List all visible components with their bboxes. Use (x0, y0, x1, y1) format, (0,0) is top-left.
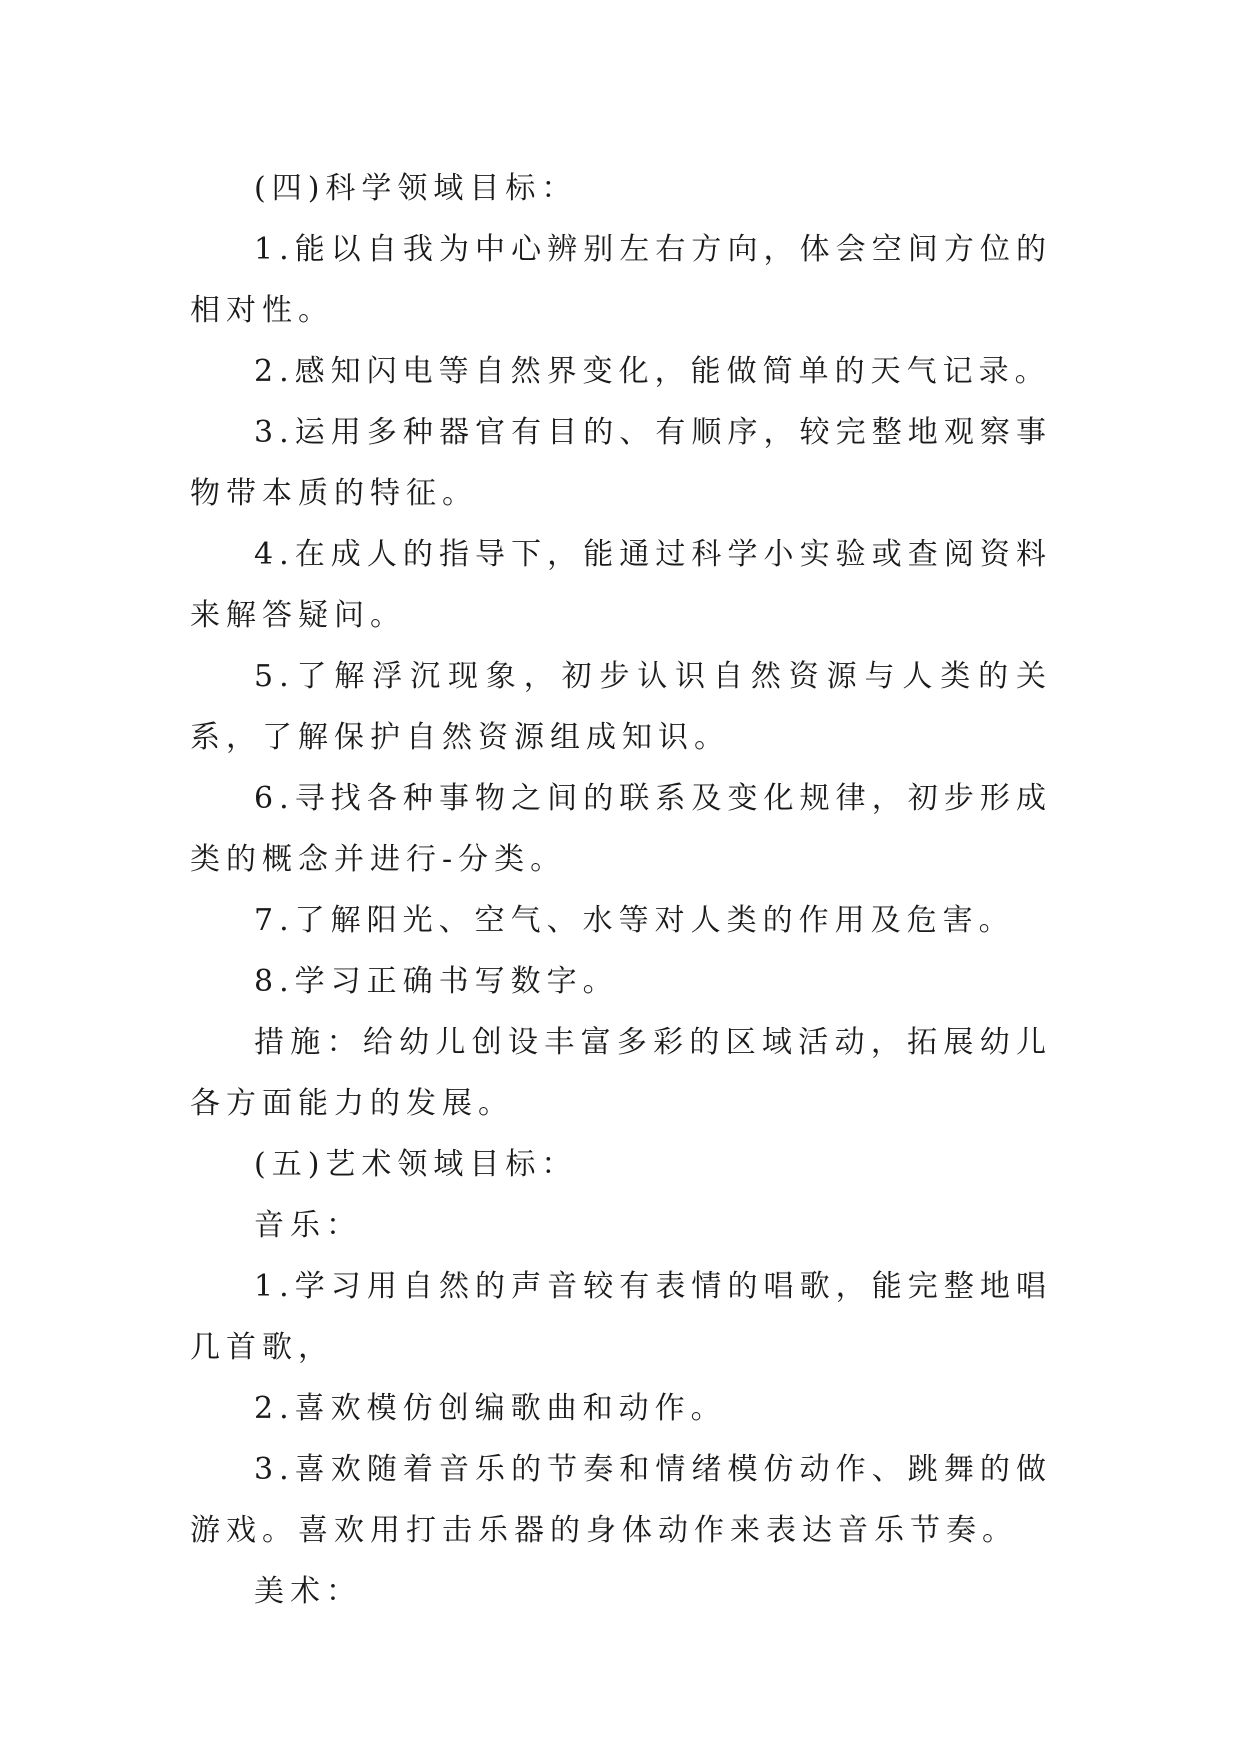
section-heading-science: (四)科学领域目标： (254, 171, 578, 206)
subheading-fine-art: 美术： (254, 1574, 362, 1609)
science-goal-3: 3.运用多种器官有目的、有顺序，较完整地观察事物带本质的特征。 (190, 415, 1052, 511)
document-body (190, 158, 1052, 1622)
subheading-music: 音乐： (254, 1208, 362, 1243)
section-heading-art: (五)艺术领域目标： (254, 1147, 578, 1182)
science-measures: 措施：给幼儿创设丰富多彩的区域活动，拓展幼儿各方面能力的发展。 (190, 1025, 1052, 1121)
music-goal-2: 2.喜欢模仿创编歌曲和动作。 (254, 1391, 727, 1426)
music-goal-3: 3.喜欢随着音乐的节奏和情绪模仿动作、跳舞的做游戏。喜欢用打击乐器的身体动作来表达音乐节奏。 (190, 1452, 1052, 1548)
music-goal-1: 1.学习用自然的声音较有表情的唱歌，能完整地唱几首歌， (190, 1269, 1052, 1365)
science-goal-2: 2.感知闪电等自然界变化，能做简单的天气记录。 (254, 354, 1051, 389)
science-goal-7: 7.了解阳光、空气、水等对人类的作用及危害。 (254, 903, 1015, 938)
science-goal-6: 6.寻找各种事物之间的联系及变化规律，初步形成类的概念并进行-分类。 (190, 781, 1052, 877)
science-goal-1: 1.能以自我为中心辨别左右方向，体会空间方位的相对性。 (190, 232, 1052, 328)
science-goal-8: 8.学习正确书写数字。 (254, 964, 619, 999)
science-goal-5: 5.了解浮沉现象，初步认识自然资源与人类的关系，了解保护自然资源组成知识。 (190, 659, 1052, 755)
science-goal-4: 4.在成人的指导下，能通过科学小实验或查阅资料来解答疑问。 (190, 537, 1052, 633)
